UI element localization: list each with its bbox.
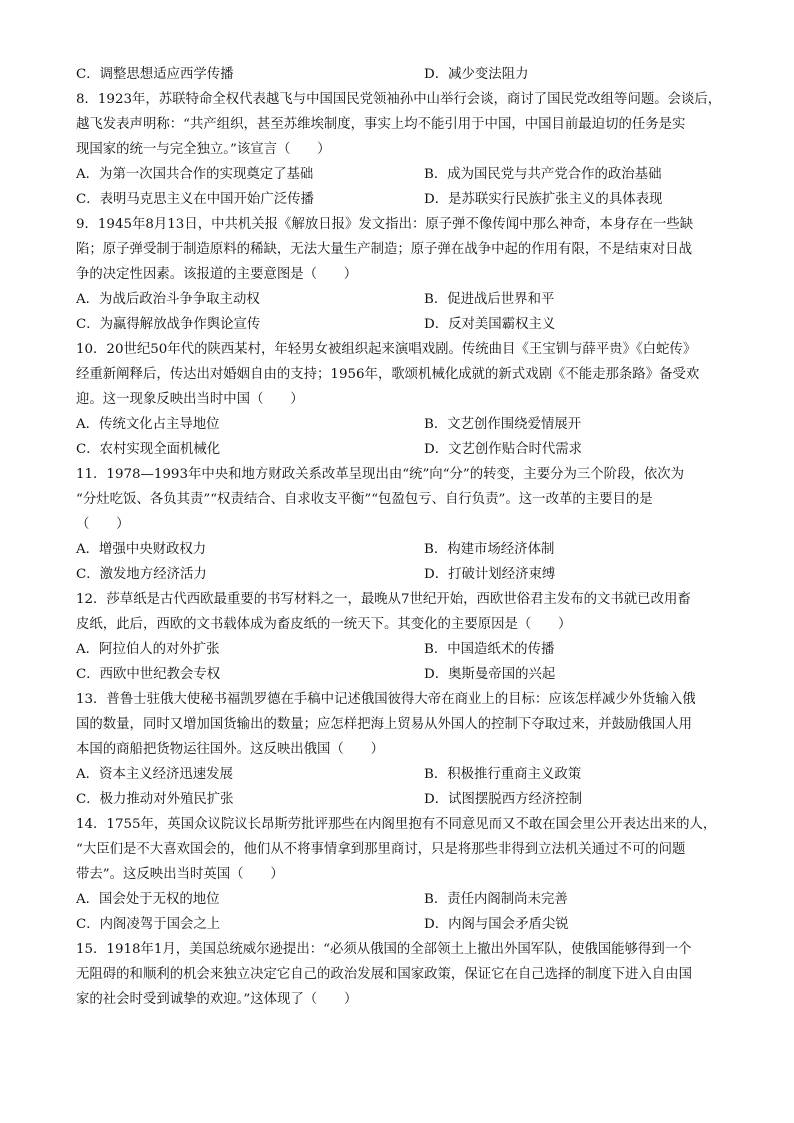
- q11-option-a[interactable]: A．增强中央财政权力: [76, 542, 207, 557]
- q15-stem-line-2: 无阻碍的和顺利的机会来独立决定它自己的政治发展和国家政策，保证它在自己选择的制度下进入自由国: [76, 967, 692, 982]
- q14-stem-line-2: “大臣们是不大喜欢国会的，他们从不将事情拿到那里商讨，只是将那些非得到立法机关通过不可的问题: [76, 842, 686, 857]
- q9-option-b[interactable]: B．促进战后世界和平: [424, 292, 555, 307]
- q13-option-a[interactable]: A．资本主义经济迅速发展: [76, 767, 233, 782]
- q13-stem-line-1: 13．普鲁士驻俄大使秘书福凯罗德在手稿中记述俄国彼得大帝在商业上的目标：应该怎样减少外货输入俄: [76, 692, 696, 707]
- q11-option-c[interactable]: C．激发地方经济活力: [76, 567, 207, 582]
- q10-option-d[interactable]: D．文艺创作贴合时代需求: [424, 442, 583, 457]
- q14-option-c[interactable]: C．内阁凌驾于国会之上: [76, 917, 221, 932]
- q8-option-d[interactable]: D．是苏联实行民族扩张主义的具体表现: [424, 192, 663, 207]
- q13-option-c[interactable]: C．极力推动对外殖民扩张: [76, 792, 234, 807]
- q13-option-b[interactable]: B．积极推行重商主义政策: [424, 767, 582, 782]
- q14-option-b[interactable]: B．责任内阁制尚未完善: [424, 892, 568, 907]
- q9-stem-line-3: 争的决定性因素。该报道的主要意图是（ ）: [76, 267, 358, 282]
- q12-stem-line-2: 皮纸，此后，西欧的文书载体成为畜皮纸的一统天下。其变化的主要原因是（ ）: [76, 617, 572, 632]
- q12-option-c[interactable]: C．西欧中世纪教会专权: [76, 667, 221, 682]
- q11-stem-line-2: “分灶吃饭、各负其责”“权责结合、自求收支平衡”“包盈包亏、自行负责”。这一改革的主要目的是: [76, 492, 653, 507]
- q12-option-a[interactable]: A．阿拉伯人的对外扩张: [76, 642, 220, 657]
- q8-stem-line-2: 越飞发表声明称：“共产组织，甚至苏维埃制度，事实上均不能引用于中国，中国目前最迫切的任务是实: [76, 117, 686, 132]
- q14-option-d[interactable]: D．内阁与国会矛盾尖锐: [424, 917, 569, 932]
- q9-option-d[interactable]: D．反对美国霸权主义: [424, 317, 556, 332]
- q8-stem-line-1: 8．1923年，苏联特命全权代表越飞与中国国民党领袖孙中山举行会谈，商讨了国民党改组等问题。会谈后，: [76, 92, 722, 107]
- q10-option-c[interactable]: C．农村实现全面机械化: [76, 442, 221, 457]
- q11-option-d[interactable]: D．打破计划经济束缚: [424, 567, 556, 582]
- q9-stem-line-1: 9．1945年8月13日，中共机关报《解放日报》发文指出：原子弹不像传闻中那么神奇，本身存在一些缺: [76, 217, 694, 232]
- q10-option-a[interactable]: A．传统文化占主导地位: [76, 417, 220, 432]
- q9-option-a[interactable]: A．为战后政治斗争争取主动权: [76, 292, 260, 307]
- q12-option-b[interactable]: B．中国造纸术的传播: [424, 642, 555, 657]
- q11-option-b[interactable]: B．构建市场经济体制: [424, 542, 555, 557]
- q14-stem-line-3: 带去”。这反映出当时英国（ ）: [76, 867, 284, 882]
- q9-option-c[interactable]: C．为赢得解放战争作舆论宣传: [76, 317, 261, 332]
- q12-stem-line-1: 12．莎草纸是古代西欧最重要的书写材料之一，最晚从7世纪开始，西欧世俗君主发布的文书就已改用畜: [76, 592, 691, 607]
- q10-stem-line-3: 迎。这一现象反映出当时中国（ ）: [76, 392, 304, 407]
- q14-option-a[interactable]: A．国会处于无权的地位: [76, 892, 220, 907]
- q10-option-b[interactable]: B．文艺创作围绕爱情展开: [424, 417, 582, 432]
- q8-option-b[interactable]: B．成为国民党与共产党合作的政治基础: [424, 167, 662, 182]
- q15-stem-line-1: 15．1918年1月，美国总统威尔逊提出：“必须从俄国的全部领土上撤出外国军队，使俄国能够得到一个: [76, 942, 692, 957]
- q7-option-c[interactable]: C．调整思想适应西学传播: [76, 67, 234, 82]
- q11-stem-line-3: （ ）: [76, 517, 130, 532]
- q13-option-d[interactable]: D．试图摆脱西方经济控制: [424, 792, 583, 807]
- q12-option-d[interactable]: D．奥斯曼帝国的兴起: [424, 667, 556, 682]
- q7-option-d[interactable]: D．减少变法阻力: [424, 67, 529, 82]
- q8-stem-line-3: 现国家的统一与完全独立。”该宣言（ ）: [76, 142, 331, 157]
- q9-stem-line-2: 陷；原子弹受制于制造原料的稀缺，无法大量生产制造；原子弹在战争中起的作用有限，不是结束对日战: [76, 242, 692, 257]
- q13-stem-line-3: 本国的商船把货物运往国外。这反映出俄国（ ）: [76, 742, 384, 757]
- q10-stem-line-2: 经重新阐释后，传达出对婚姻自由的支持；1956年，歌颂机械化成就的新式戏剧《不能走那条路》备受欢: [76, 367, 700, 382]
- q11-stem-line-1: 11．1978—1993年中央和地方财政关系改革呈现出由“统”向“分”的转变，主要分为三个阶段，依次为: [76, 467, 685, 482]
- q10-stem-line-1: 10．20世纪50年代的陕西某村，年轻男女被组织起来演唱戏剧。传统曲目《王宝钏与薛平贵》《白蛇传》: [76, 342, 697, 357]
- q8-option-a[interactable]: A．为第一次国共合作的实现奠定了基础: [76, 167, 314, 182]
- q14-stem-line-1: 14．1755年，英国众议院议长昂斯劳批评那些在内阁里抱有不同意见而又不敢在国会里公开表达出来的人，: [76, 817, 717, 832]
- q8-option-c[interactable]: C．表明马克思主义在中国开始广泛传播: [76, 192, 314, 207]
- q15-stem-line-3: 家的社会时受到诚挚的欢迎。”这体现了（ ）: [76, 992, 358, 1007]
- q13-stem-line-2: 国的数量，同时又增加国货输出的数量；应怎样把海上贸易从外国人的控制下夺取过来，并鼓励俄国人用: [76, 717, 692, 732]
